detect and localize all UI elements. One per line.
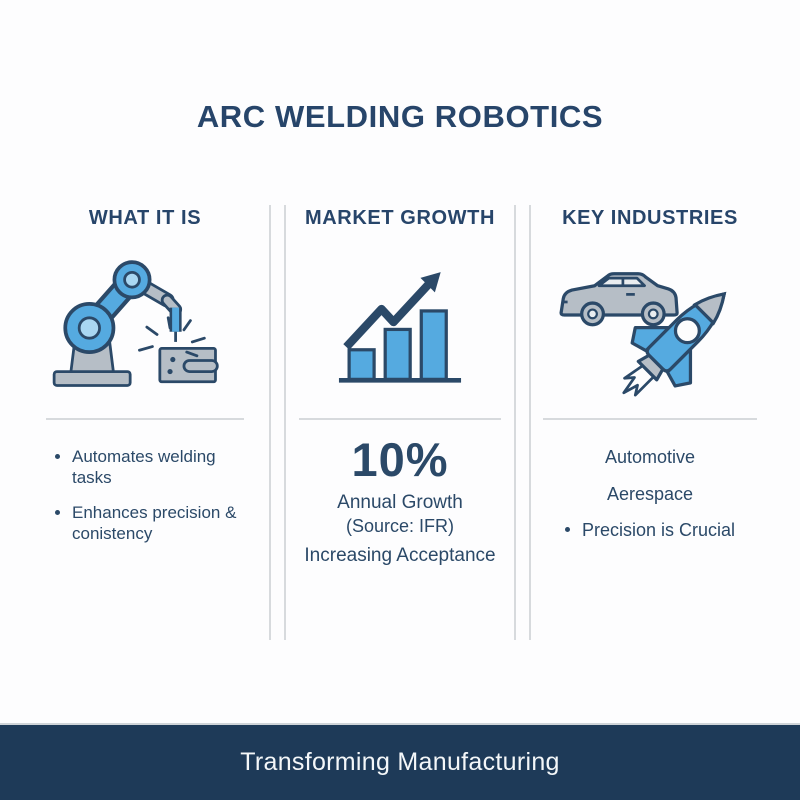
growth-chart-icon bbox=[326, 259, 474, 398]
column-header: KEY INDUSTRIES bbox=[562, 207, 738, 229]
industry-bullet-item bbox=[531, 519, 769, 542]
column-divider bbox=[284, 205, 286, 640]
car-icon bbox=[561, 274, 677, 325]
growth-stat: 10% bbox=[351, 433, 449, 486]
section-separator bbox=[299, 418, 501, 420]
bullet-text: Enhances precision & conistency bbox=[72, 502, 237, 543]
banner-text: Transforming Manufacturing bbox=[240, 748, 560, 776]
column-divider bbox=[269, 205, 271, 640]
column-market-growth bbox=[288, 207, 512, 567]
industries-list bbox=[531, 446, 769, 542]
bullet-dot bbox=[55, 510, 60, 515]
section-separator bbox=[46, 418, 244, 420]
robot-arm-icon bbox=[43, 253, 247, 403]
column-what-it-is bbox=[35, 207, 255, 557]
industries-icon bbox=[531, 244, 769, 412]
bullet-text: Precision is Crucial bbox=[581, 520, 736, 540]
list-item bbox=[55, 502, 255, 545]
industry-item: Aerespace bbox=[606, 483, 694, 504]
column-header: WHAT IT IS bbox=[88, 207, 202, 229]
bullet-text: Automates welding tasks bbox=[72, 447, 216, 488]
bullet-dot bbox=[55, 454, 60, 459]
industry-item: Automotive bbox=[604, 447, 696, 467]
column-key-industries bbox=[531, 207, 769, 556]
footer-banner bbox=[0, 725, 800, 800]
section-separator bbox=[543, 418, 757, 420]
industries-icon bbox=[547, 252, 753, 404]
growth-chart-icon bbox=[288, 244, 512, 412]
robot-arm-icon bbox=[35, 244, 255, 412]
stat-note: Increasing Acceptance bbox=[304, 545, 496, 566]
stat-caption: Annual Growth bbox=[337, 492, 463, 513]
column-header: MARKET GROWTH bbox=[305, 207, 495, 229]
list-item bbox=[55, 446, 255, 489]
stat-source: (Source: IFR) bbox=[345, 516, 455, 536]
page-title: ARC WELDING ROBOTICS bbox=[196, 99, 604, 134]
bullet-dot bbox=[565, 527, 570, 532]
column-divider bbox=[514, 205, 516, 640]
what-it-is-list bbox=[35, 446, 255, 544]
